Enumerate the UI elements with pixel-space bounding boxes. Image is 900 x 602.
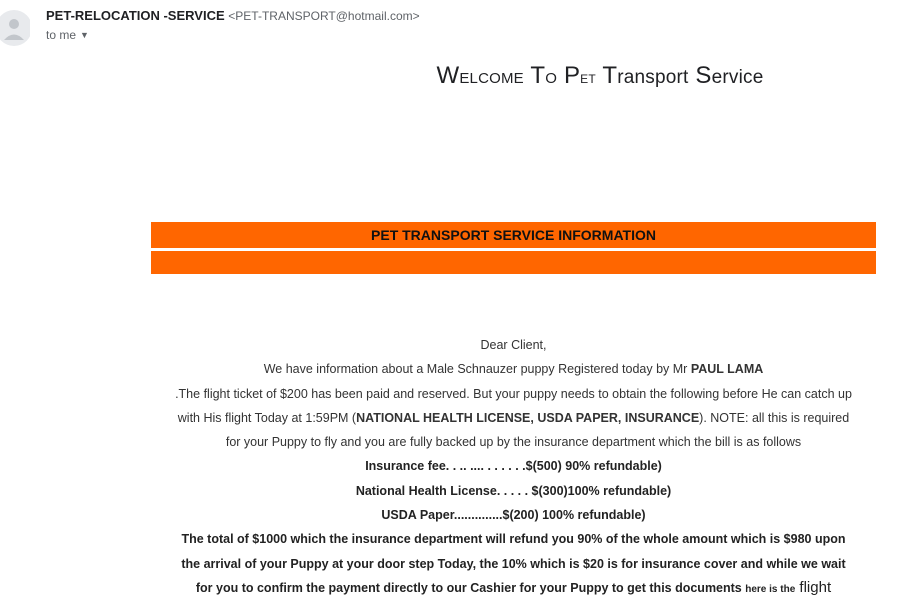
greeting: Dear Client, <box>480 338 547 352</box>
sender-avatar[interactable] <box>0 10 30 46</box>
recipient-line[interactable] <box>46 28 89 42</box>
total-line-2: the arrival of your Puppy at your door step Today, the 10% which is $20 is for insurance cover and while we wait <box>181 556 846 571</box>
welcome-t2-cap: T <box>602 62 618 89</box>
banner-title: PET TRANSPORT SERVICE INFORMATION <box>371 227 656 243</box>
body-line-1: We have information about a Male Schnauzer puppy Registered today by Mr PAUL LAMA <box>263 362 764 377</box>
info-banner-strip <box>151 251 876 274</box>
recipient-dropdown-icon[interactable]: ▼ <box>80 30 89 40</box>
recipient-label: to me <box>46 28 77 42</box>
welcome-t-rest: O <box>545 70 558 87</box>
welcome-t2-rest: ransport <box>617 67 689 88</box>
fee-health-license: National Health License. . . . . $(300)100% refundable) <box>355 483 672 498</box>
body-line-2: .The flight ticket of $200 has been paid and reserved. But your puppy needs to obtain the following before He can catch up <box>175 386 852 401</box>
owner-name: PAUL LAMA <box>690 362 764 377</box>
required-documents: NATIONAL HEALTH LICENSE, USDA PAPER, INSURANCE <box>356 410 700 425</box>
body-line-3: with His flight Today at 1:59PM (NATIONAL HEALTH LICENSE, USDA PAPER, INSURANCE). NOTE: all this is required <box>177 410 850 425</box>
welcome-w-cap: W <box>436 62 460 89</box>
sender-name[interactable]: PET-RELOCATION -SERVICE <box>46 8 225 23</box>
welcome-s-rest: ervice <box>711 67 764 88</box>
total-line-3: for you to confirm the payment directly to our Cashier for your Puppy to get this documents here is the flight <box>195 578 832 596</box>
sender-email: <PET-TRANSPORT@hotmail.com> <box>228 9 420 23</box>
welcome-p-rest: ET <box>580 72 596 86</box>
email-body <box>151 333 876 602</box>
welcome-t-cap: T <box>530 62 546 89</box>
welcome-p-cap: P <box>563 62 581 89</box>
sender-line <box>46 8 420 23</box>
welcome-s-cap: S <box>695 62 712 89</box>
fee-insurance: Insurance fee. . .. .... . . . . . .$(500) 90% refundable) <box>365 459 662 474</box>
total-line-1: The total of $1000 which the insurance department will refund you 90% of the whole amount which is $980 upon <box>181 532 846 547</box>
fee-usda-paper: USDA Paper..............$(200) 100% refundable) <box>381 508 646 523</box>
body-line-4: for your Puppy to fly and you are fully backed up by the insurance department which the bill is as follows <box>225 435 802 450</box>
email-header <box>0 0 900 50</box>
welcome-w-rest: ELCOME <box>459 70 524 87</box>
info-banner <box>151 222 876 248</box>
welcome-heading <box>300 62 900 90</box>
